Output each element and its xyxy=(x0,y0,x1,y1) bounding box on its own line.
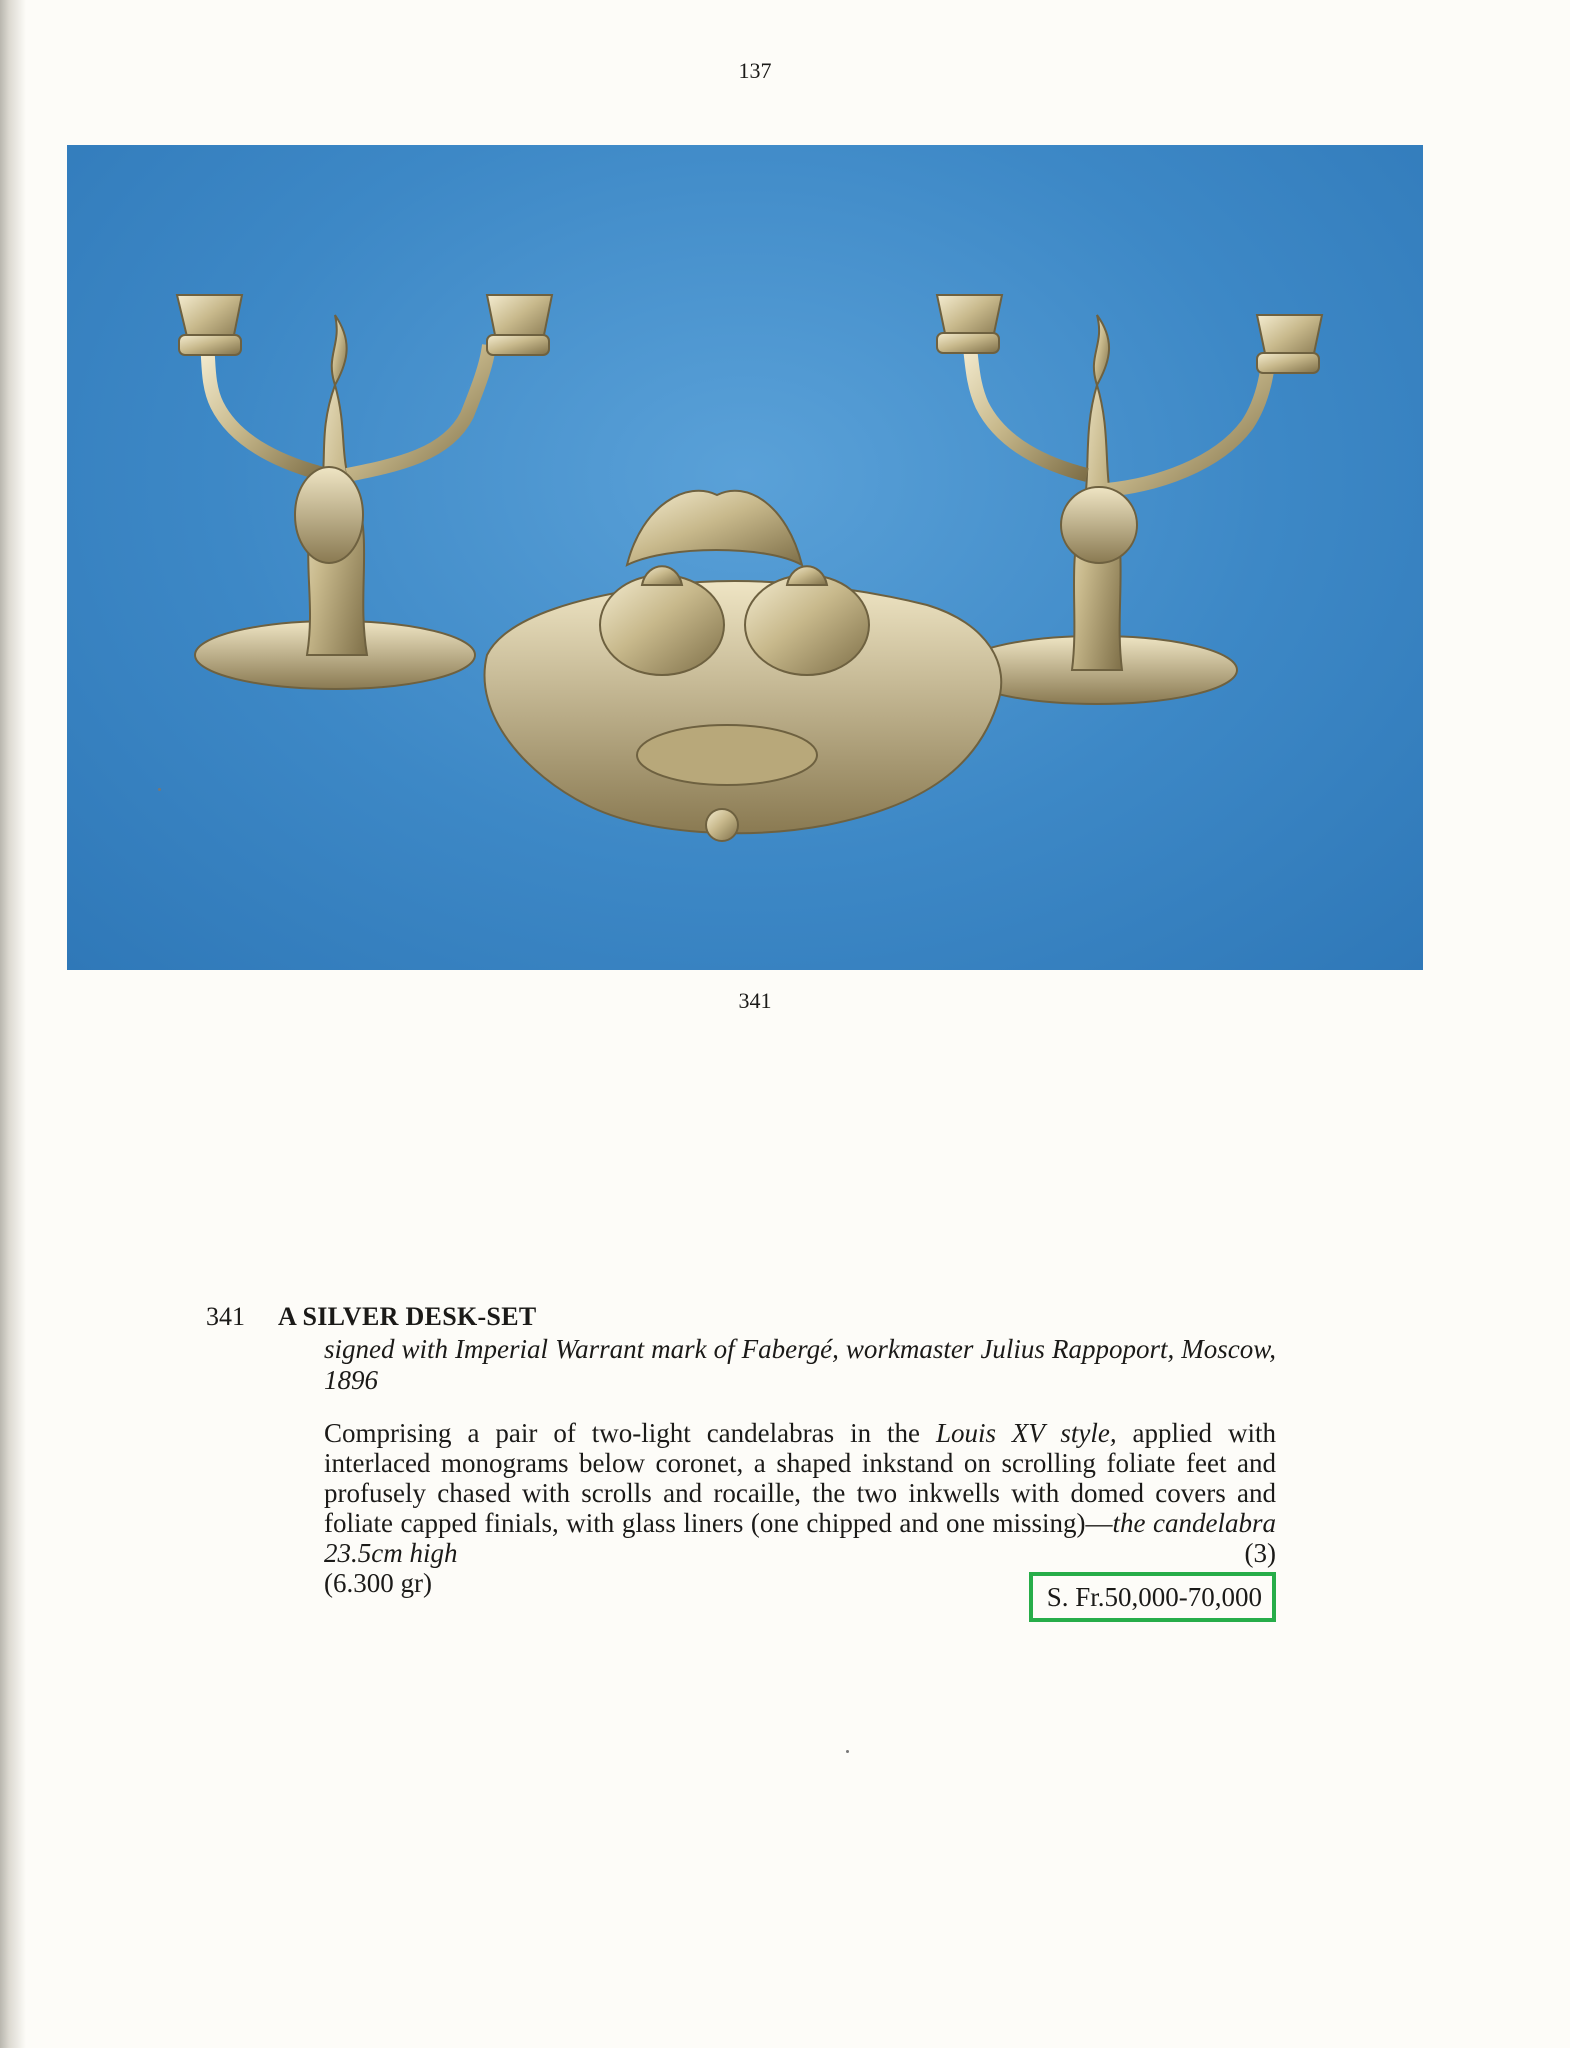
inkstand xyxy=(485,491,1002,841)
lot-entry xyxy=(206,1302,1277,1612)
lot-quantity: (3) xyxy=(1244,1538,1276,1568)
lot-weight: (6.300 gr) xyxy=(324,1568,432,1598)
lot-attribution: signed with Imperial Warrant mark of Fabergé, workmaster Julius Rappoport, Moscow, 1896 xyxy=(324,1334,1276,1395)
lot-photo xyxy=(67,145,1423,970)
paper-speck xyxy=(846,1750,849,1753)
silver-desk-set-photo-icon xyxy=(67,145,1423,970)
description-text-2: applied with interlaced monograms below coronet, a shaped inkstand on scrolling foliate feet and profusely chased with scrolls and rocaille, the two inkwells with domed covers and foliate capped finials, with glass liners (one chipped and one missing)— xyxy=(324,1418,1276,1538)
page-number: 137 xyxy=(738,58,772,83)
lot-number: 341 xyxy=(206,1302,245,1331)
paper-speck xyxy=(158,788,161,791)
lot-title: A SILVER DESK-SET xyxy=(278,1302,537,1331)
estimate-highlight: S. Fr.50,000-70,000 xyxy=(1029,1572,1276,1622)
lot-heading xyxy=(206,1302,1276,1332)
description-style: Louis XV style, xyxy=(935,1418,1117,1448)
lot-description xyxy=(324,1418,1276,1568)
weight-row xyxy=(324,1538,1276,1612)
description-dimensions: the candelabra 23.5cm high xyxy=(324,1508,1277,1568)
figure-caption: 341 xyxy=(738,988,772,1013)
description-text-1: Comprising a pair of two-light candelabras in the xyxy=(324,1418,936,1448)
left-candelabrum xyxy=(177,295,552,689)
page-binding-shadow xyxy=(0,0,26,2048)
right-candelabrum xyxy=(937,295,1322,704)
